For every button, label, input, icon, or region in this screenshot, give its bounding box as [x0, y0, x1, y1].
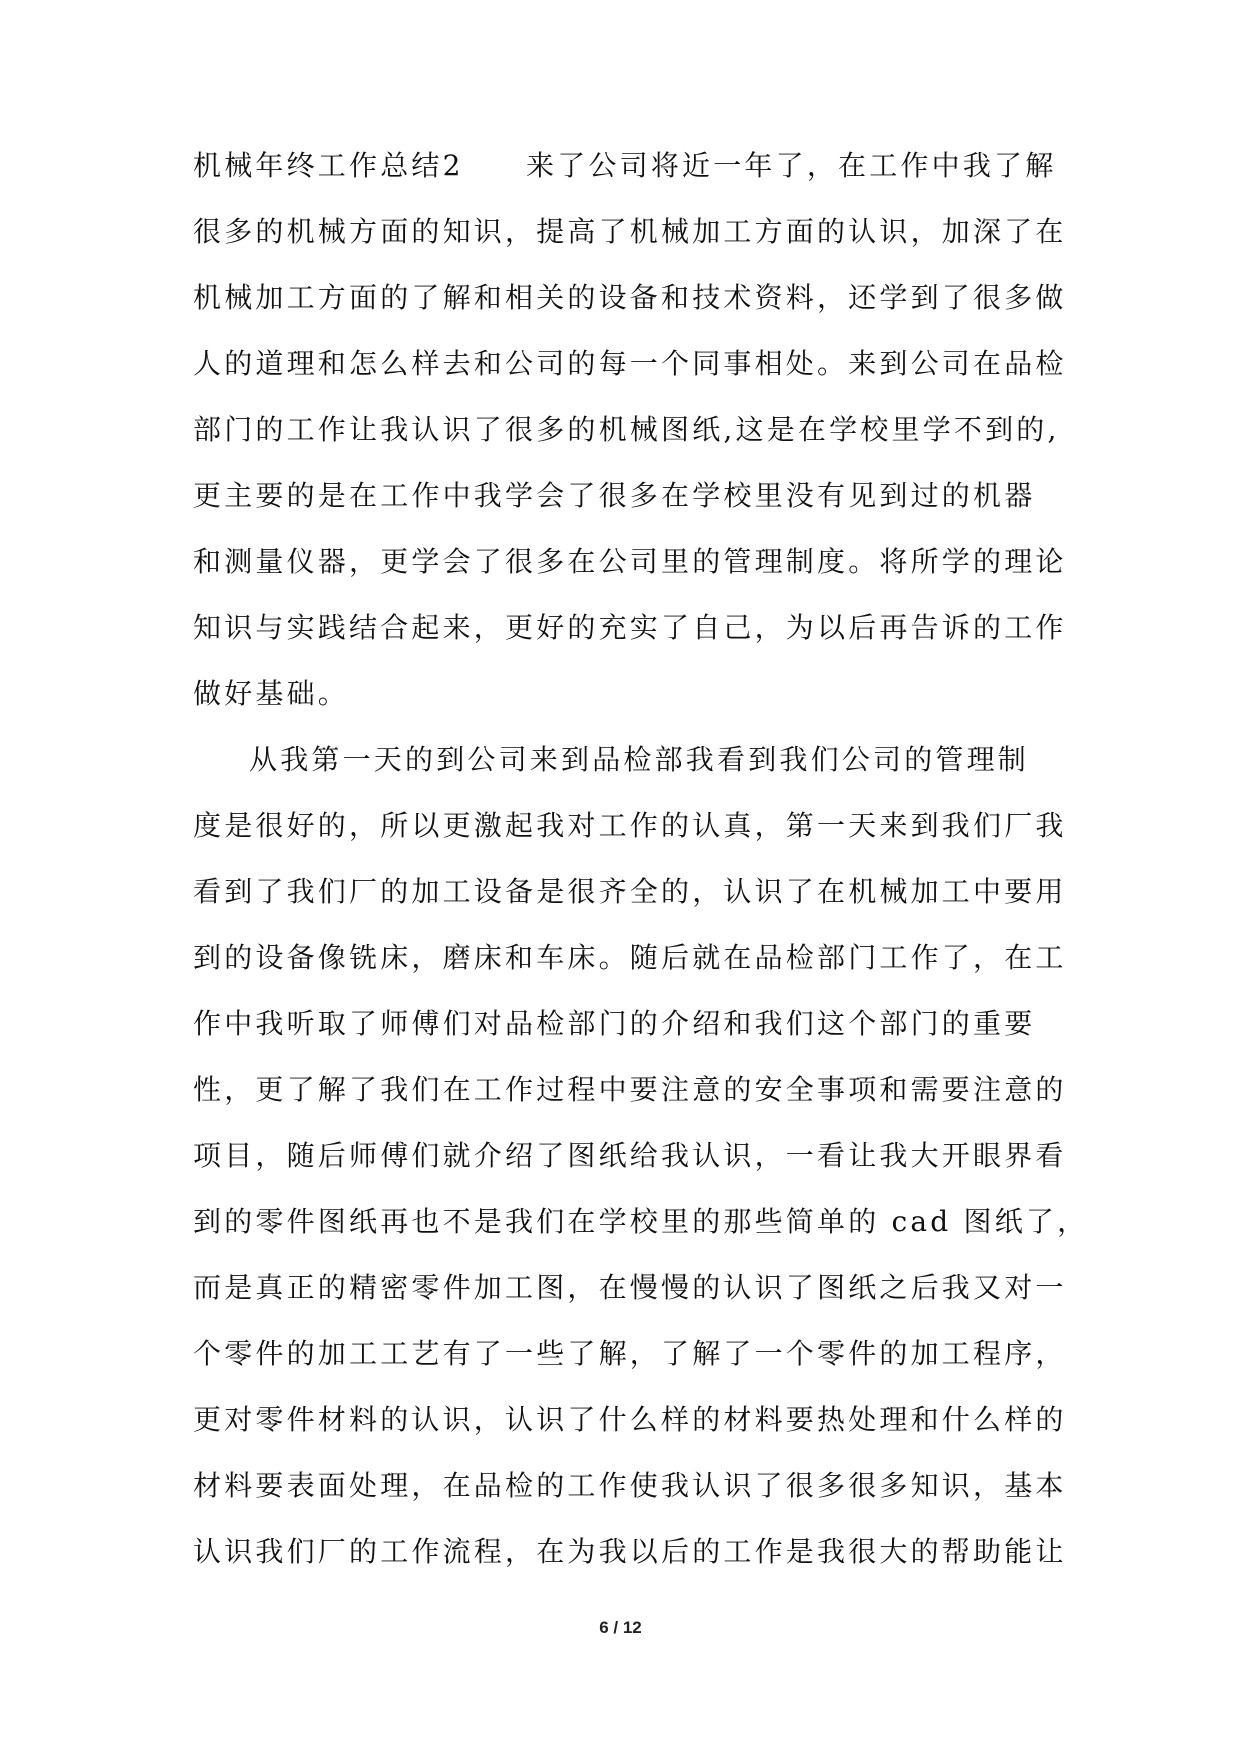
- text-line: 作中我听取了师傅们对品检部门的介绍和我们这个部门的重要: [193, 1007, 1036, 1040]
- text-line: 项目，随后师傅们就介绍了图纸给我认识，一看让我大开眼界看: [193, 1139, 1067, 1172]
- text-line: 认识我们厂的工作流程，在为我以后的工作是我很大的帮助能让: [193, 1535, 1067, 1568]
- text-line: 个零件的加工工艺有了一些了解，了解了一个零件的加工程序，: [193, 1337, 1067, 1370]
- text-line: 更对零件材料的认识，认识了什么样的材料要热处理和什么样的: [193, 1403, 1067, 1436]
- text-line: 到的零件图纸再也不是我们在学校里的那些简单的 cad 图纸了，: [193, 1205, 1089, 1238]
- text-line: 材料要表面处理，在品检的工作使我认识了很多很多知识，基本: [193, 1469, 1067, 1502]
- text-line: 和测量仪器，更学会了很多在公司里的管理制度。将所学的理论: [193, 545, 1067, 578]
- text-line: 部门的工作让我认识了很多的机械图纸,这是在学校里学不到的,: [193, 413, 1060, 446]
- body-text: [193, 133, 1089, 1585]
- text-line: 做好基础。: [193, 677, 350, 710]
- text-line: 机械年终工作总结2 来了公司将近一年了，在工作中我了解: [193, 149, 1057, 182]
- text-line: 人的道理和怎么样去和公司的每一个同事相处。来到公司在品检: [193, 347, 1067, 380]
- text-line: 而是真正的精密零件加工图，在慢慢的认识了图纸之后我又对一: [193, 1271, 1067, 1304]
- text-line: 看到了我们厂的加工设备是很齐全的，认识了在机械加工中要用: [193, 875, 1067, 908]
- text-line: 度是很好的，所以更激起我对工作的认真，第一天来到我们厂我: [193, 809, 1067, 842]
- text-line: 机械加工方面的了解和相关的设备和技术资料，还学到了很多做: [193, 281, 1067, 314]
- text-line: 性，更了解了我们在工作过程中要注意的安全事项和需要注意的: [193, 1073, 1067, 1106]
- paragraph-start-line: 从我第一天的到公司来到品检部我看到我们公司的管理制: [249, 743, 1030, 776]
- page-number: 6 / 12: [599, 1618, 642, 1637]
- text-line: 更主要的是在工作中我学会了很多在学校里没有见到过的机器: [193, 479, 1036, 512]
- text-line: 知识与实践结合起来，更好的充实了自己，为以后再告诉的工作: [193, 611, 1067, 644]
- text-line: 很多的机械方面的知识，提高了机械加工方面的认识，加深了在: [193, 215, 1067, 248]
- text-line: 到的设备像铣床，磨床和车床。随后就在品检部门工作了，在工: [193, 941, 1067, 974]
